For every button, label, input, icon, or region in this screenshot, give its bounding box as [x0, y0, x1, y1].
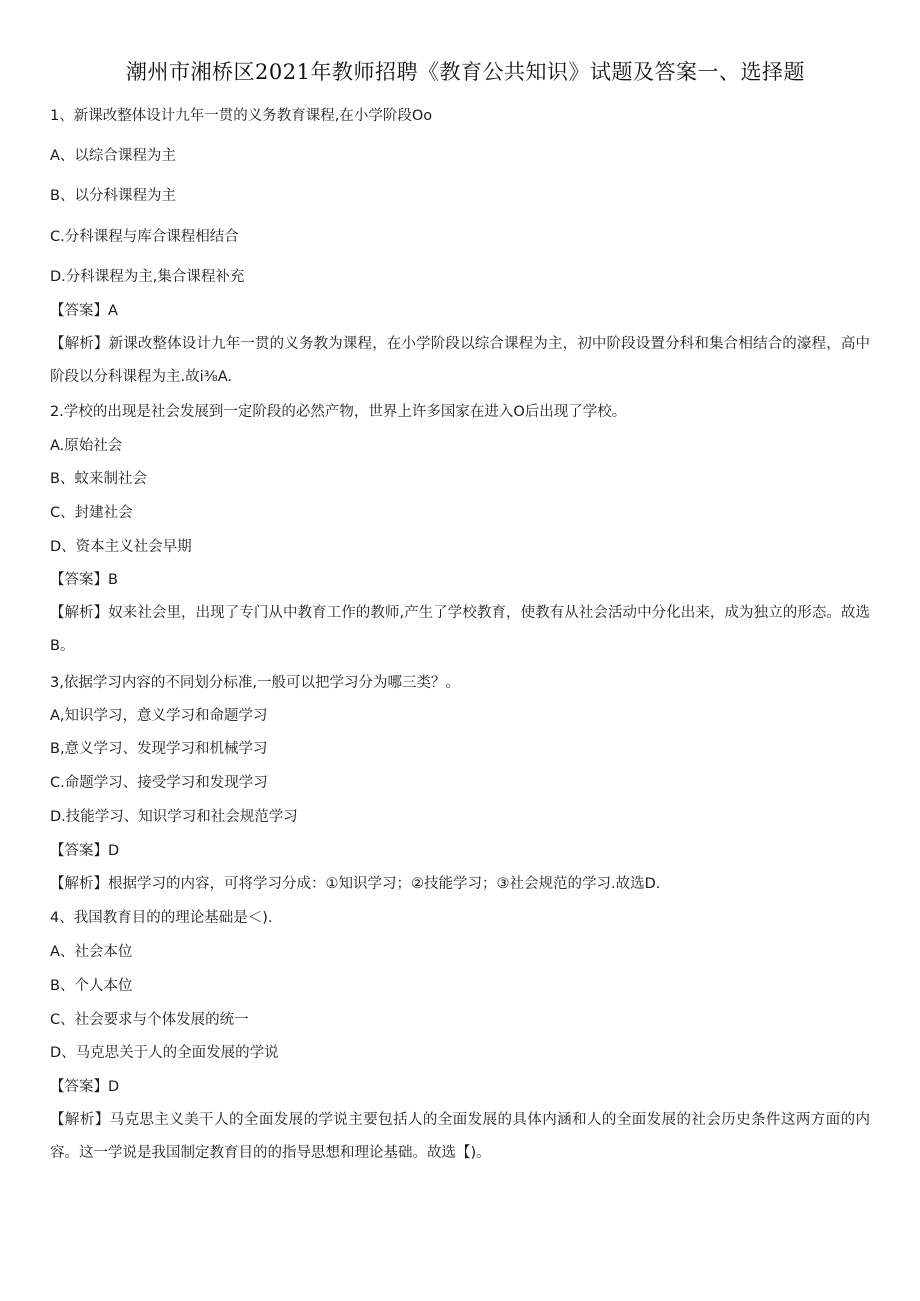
document-title: 潮州市湘桥区2021年教师招聘《教育公共知识》试题及答案一、选择题 [126, 60, 805, 84]
question-3-analysis: 【解析】根据学习的内容，可将学习分成：①知识学习；②技能学习；③社会规范的学习.故选D. [50, 876, 661, 892]
question-4-stem: 4、我国教育目的的理论基础是＜). [50, 910, 273, 926]
question-4-option-b: B、个人本位 [50, 978, 133, 994]
question-1-answer: 【答案】A [50, 303, 118, 319]
question-4-analysis: 【解析】马克思主义美干人的全面发展的学说主要包括人的全面发展的具体内涵和人的全面发展的社会历史条件这两方面的内容。这一学说是我国制定教育目的的指导思想和理论基础。故选【)。 [50, 1112, 870, 1161]
question-3-answer: 【答案】D [50, 843, 120, 859]
question-3-option-d: D.技能学习、知识学习和社会规范学习 [50, 809, 298, 825]
question-3-option-c: C.命题学习、接受学习和发现学习 [50, 775, 268, 791]
question-3-stem: 3,依据学习内容的不同划分标准,一般可以把学习分为哪三类？。 [50, 675, 460, 691]
question-4-option-d: D、马克思关于人的全面发展的学说 [50, 1045, 279, 1061]
question-4-option-c: C、社会要求与个体发展的统一 [50, 1012, 249, 1028]
question-2-option-b: B、蚊来制社会 [50, 471, 147, 487]
question-1-analysis: 【解析】新课改整体设计九年一贯的义务教为课程，在小学阶段以综合课程为主，初中阶段设置分科和集合相结合的濠程，高中阶段以分科课程为主.故i⅜A. [50, 336, 870, 385]
question-1-stem: 1、新课改整体设计九年一贯的义务教育课程,在小学阶段Oo [50, 108, 433, 124]
question-3-option-a: A,知识学习，意义学习和命题学习 [50, 708, 268, 724]
question-2-stem: 2.学校的出现是社会发展到一定阶段的必然产物，世界上许多国家在进入O后出现了学校。 [50, 404, 627, 420]
question-1-option-c: C.分科课程与库合课程相结合 [50, 229, 239, 245]
question-1-option-b: B、以分科课程为主 [50, 188, 176, 204]
question-4-option-a: A、社会本位 [50, 944, 133, 960]
question-3-option-b: B,意义学习、发现学习和机械学习 [50, 741, 268, 757]
question-2-option-d: D、资本主义社会早期 [50, 539, 192, 555]
question-2-analysis: 【解析】奴来社会里，出现了专门从中教育工作的教师,产生了学校教育，使教有从社会活动中分化出来，成为独立的形态。故选B。 [50, 605, 870, 654]
question-4-answer: 【答案】D [50, 1079, 120, 1095]
question-2-option-a: A.原始社会 [50, 438, 123, 454]
question-1-option-a: A、以综合课程为主 [50, 148, 176, 164]
question-2-option-c: C、封建社会 [50, 505, 133, 521]
question-1-option-d: D.分科课程为主,集合课程补充 [50, 269, 245, 285]
question-2-answer: 【答案】B [50, 572, 118, 588]
